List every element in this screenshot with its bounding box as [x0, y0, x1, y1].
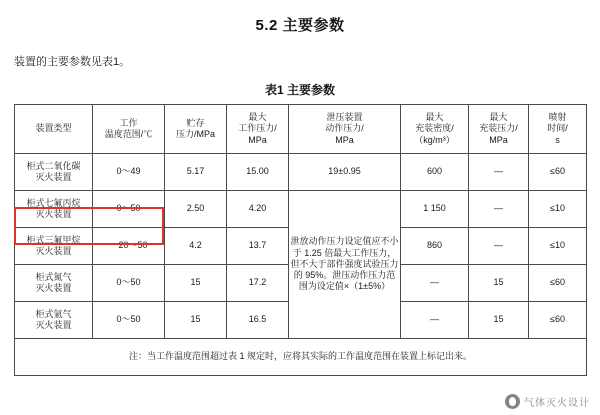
flame-icon	[505, 394, 520, 409]
cell-spray-time: ≤60	[529, 154, 587, 191]
cell-max-filling-density: —	[401, 302, 469, 339]
cell-max-filling-density: 1 150	[401, 191, 469, 228]
header-cell-relief-pressure: 泄压装置 动作压力/ MPa	[289, 105, 401, 154]
header-cell-spray-time: 喷射 时间/ s	[529, 105, 587, 154]
cell-max-working-pressure: 4.20	[227, 191, 289, 228]
cell-max-charging-pressure: 15	[469, 302, 529, 339]
cell-max-charging-pressure: 15	[469, 265, 529, 302]
cell-max-working-pressure: 17.2	[227, 265, 289, 302]
cell-max-working-pressure: 13.7	[227, 228, 289, 265]
cell-working-temperature: 0～49	[93, 154, 165, 191]
cell-working-temperature: 0～50	[93, 265, 165, 302]
table-caption: 表1 主要参数	[264, 83, 335, 97]
table-container	[14, 104, 586, 376]
parameters-table	[14, 104, 587, 376]
cell-max-charging-pressure: —	[469, 228, 529, 265]
cell-spray-time: ≤10	[529, 228, 587, 265]
cell-storage-pressure: 4.2	[165, 228, 227, 265]
page-title: 5.2 主要参数	[255, 17, 345, 34]
cell-relief-pressure-note: 泄放动作压力设定值应不小于 1.25 倍最大工作压力，但不大于部件强度试验压力的 95%。泄压动作压力范围为设定值×（1±5%）	[289, 191, 401, 339]
cell-max-filling-density: 600	[401, 154, 469, 191]
document-page	[0, 14, 600, 415]
cell-working-temperature: 0～50	[93, 302, 165, 339]
cell-max-charging-pressure: —	[469, 154, 529, 191]
table-note-row	[15, 339, 587, 376]
cell-working-temperature: 0～50	[93, 191, 165, 228]
cell-storage-pressure: 2.50	[165, 191, 227, 228]
cell-max-working-pressure: 15.00	[227, 154, 289, 191]
cell-storage-pressure: 5.17	[165, 154, 227, 191]
cell-max-filling-density: 860	[401, 228, 469, 265]
cell-device-type: 柜式二氧化碳 灭火装置	[15, 154, 93, 191]
header-cell-device-type: 装置类型	[15, 105, 93, 154]
cell-device-type: 柜式三氟甲烷 灭火装置	[15, 228, 93, 265]
cell-relief-pressure: 19±0.95	[289, 154, 401, 191]
cell-device-type: 柜式氩气 灭火装置	[15, 302, 93, 339]
cell-spray-time: ≤10	[529, 191, 587, 228]
cell-max-working-pressure: 16.5	[227, 302, 289, 339]
table-row	[15, 191, 587, 228]
cell-max-charging-pressure: —	[469, 191, 529, 228]
cell-device-type: 柜式七氟丙烷 灭火装置	[15, 191, 93, 228]
intro-text: 装置的主要参数见表1。	[14, 56, 131, 68]
header-cell-working-temperature: 工作 温度范围/℃	[93, 105, 165, 154]
table-header-row	[15, 105, 587, 154]
watermark	[505, 394, 590, 409]
header-cell-max-filling-density: 最大 充装密度/ （kg/m³）	[401, 105, 469, 154]
header-cell-max-working-pressure: 最大 工作压力/ MPa	[227, 105, 289, 154]
cell-max-filling-density: —	[401, 265, 469, 302]
cell-working-temperature: －20～50	[93, 228, 165, 265]
cell-storage-pressure: 15	[165, 265, 227, 302]
header-cell-max-charging-pressure: 最大 充装压力/ MPa	[469, 105, 529, 154]
table-body	[15, 154, 587, 376]
table-note: 注：当工作温度范围超过表 1 规定时，应将其实际的工作温度范围在装置上标记出来。	[15, 339, 587, 376]
cell-spray-time: ≤60	[529, 302, 587, 339]
header-cell-storage-pressure: 贮存 压力/MPa	[165, 105, 227, 154]
cell-device-type: 柜式氮气 灭火装置	[15, 265, 93, 302]
cell-spray-time: ≤60	[529, 265, 587, 302]
table-header	[15, 105, 587, 154]
watermark-label: 气体灭火设计	[524, 398, 590, 409]
table-row	[15, 154, 587, 191]
cell-storage-pressure: 15	[165, 302, 227, 339]
